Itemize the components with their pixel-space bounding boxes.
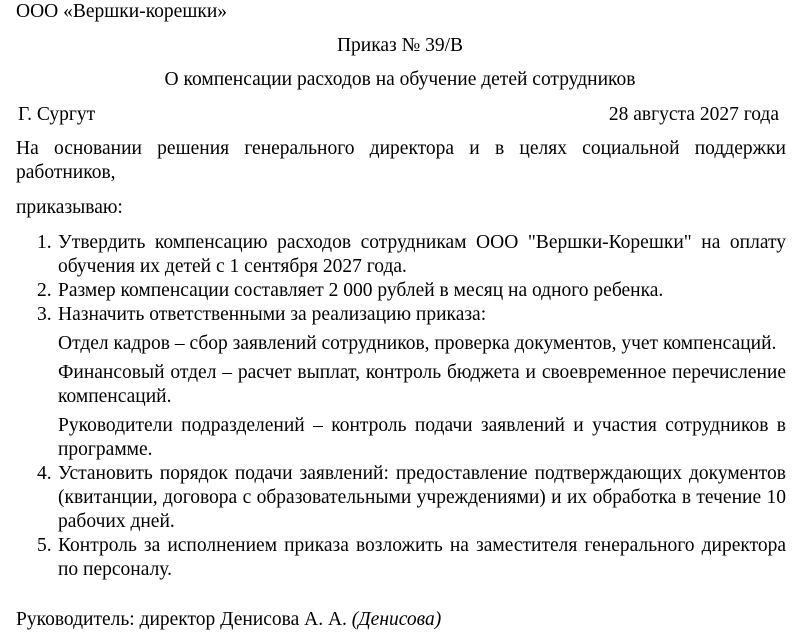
order-items bbox=[37, 231, 786, 582]
item-text: Размер компенсации составляет 2 000 рублей в месяц на одного ребенка. bbox=[58, 280, 664, 301]
order-item bbox=[37, 534, 786, 582]
item-text: Назначить ответственными за реализацию приказа: bbox=[58, 304, 487, 325]
order-item bbox=[37, 279, 786, 303]
order-item bbox=[37, 231, 786, 279]
responsible-finance: Финансовый отдел – расчет выплат, контроль бюджета и своевременное перечисление компенсаций. bbox=[58, 362, 786, 407]
item-number: 1. bbox=[37, 232, 52, 253]
order-number: Приказ № 39/В bbox=[336, 35, 464, 56]
item-text: Установить порядок подачи заявлений: предоставление подтверждающих документов (квитанции, договора с образовательными учреждениями) и их обработка в течение 10 рабочих дней. bbox=[58, 463, 786, 532]
order-item bbox=[37, 303, 786, 462]
order-item bbox=[37, 462, 786, 534]
signature-label: Руководитель: директор Денисова А. А. bbox=[16, 609, 347, 630]
order-date: 28 августа 2027 года bbox=[608, 104, 779, 125]
signature-line bbox=[16, 608, 441, 632]
order-word: приказываю: bbox=[16, 197, 123, 218]
item-number: 5. bbox=[37, 535, 52, 556]
handwritten-signature: (Денисова) bbox=[351, 609, 442, 630]
item-number: 4. bbox=[37, 463, 52, 484]
organization-name: ООО «Вершки-корешки» bbox=[16, 1, 228, 22]
item-number: 3. bbox=[37, 304, 52, 325]
item-number: 2. bbox=[37, 280, 52, 301]
order-subject: О компенсации расходов на обучение детей сотрудников bbox=[164, 69, 636, 90]
responsible-managers: Руководители подразделений – контроль подачи заявлений и участия сотрудников в программе. bbox=[58, 415, 786, 460]
city: Г. Сургут bbox=[18, 104, 96, 125]
order-basis: На основании решения генерального директора и в целях социальной поддержки работников, bbox=[16, 138, 786, 183]
item-text: Утвердить компенсацию расходов сотрудникам ООО "Вершки-Корешки" на оплату обучения их детей с 1 сентября 2027 года. bbox=[58, 232, 786, 277]
responsible-hr: Отдел кадров – сбор заявлений сотрудников, проверка документов, учет компенсаций. bbox=[58, 333, 777, 354]
place-date-row bbox=[18, 103, 779, 127]
item-text: Контроль за исполнением приказа возложить на заместителя генерального директора по персоналу. bbox=[58, 535, 786, 580]
